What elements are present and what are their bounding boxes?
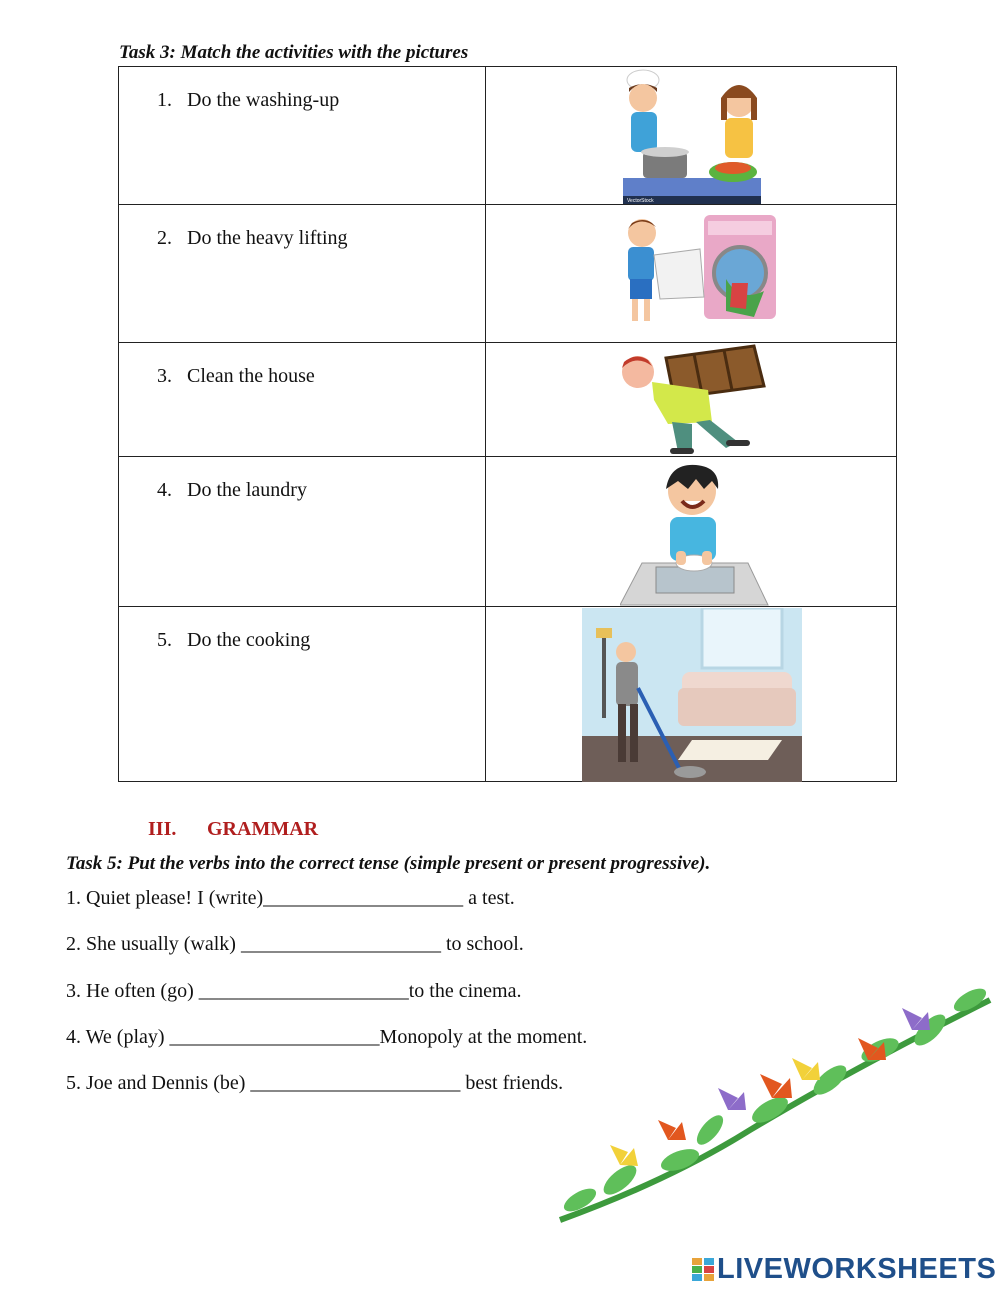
- activity-label: Do the cooking: [187, 629, 311, 651]
- svg-text:VectorStock: VectorStock: [627, 198, 654, 204]
- activity-label: Clean the house: [187, 365, 315, 387]
- grammar-heading: III. GRAMMAR: [148, 818, 319, 840]
- man-mopping-floor-icon: [582, 608, 802, 782]
- boy-washing-dishes-icon: [620, 459, 770, 607]
- activity-label: Do the heavy lifting: [187, 227, 348, 249]
- man-lifting-box-icon: [608, 344, 772, 456]
- girl-laundry-icon: [614, 213, 780, 329]
- activity-label: Do the washing-up: [187, 89, 340, 111]
- matching-table: [118, 66, 897, 782]
- task5-title: Task 5: Put the verbs into the correct tense (simple present or present progressive).: [66, 853, 711, 874]
- footer-logo: [692, 1253, 996, 1286]
- task3-title: Task 3: Match the activities with the pictures: [119, 42, 469, 63]
- exercise-3[interactable]: 3. He often (go) _____________________to the cinema.: [66, 980, 522, 1002]
- butterfly-vine-icon: [550, 980, 1000, 1230]
- activity-4: 4. Do the laundry: [157, 479, 307, 501]
- activity-3: 3. Clean the house: [157, 365, 315, 387]
- exercise-2[interactable]: 2. She usually (walk) ____________________ to school.: [66, 933, 524, 955]
- activity-2: 2. Do the heavy lifting: [157, 227, 348, 249]
- activity-label: Do the laundry: [187, 479, 307, 501]
- exercise-4[interactable]: 4. We (play) _____________________Monopoly at the moment.: [66, 1026, 588, 1048]
- liveworksheets-logo-icon: [692, 1258, 714, 1282]
- exercise-1[interactable]: 1. Quiet please! I (write)____________________ a test.: [66, 887, 515, 909]
- activity-5: 5. Do the cooking: [157, 629, 311, 651]
- activity-1: 1. Do the washing-up: [157, 89, 340, 111]
- logo-text: LIVEWORKSHEETS: [717, 1253, 997, 1285]
- kids-cooking-icon: [621, 68, 763, 204]
- exercise-5[interactable]: 5. Joe and Dennis (be) _____________________ best friends.: [66, 1072, 564, 1094]
